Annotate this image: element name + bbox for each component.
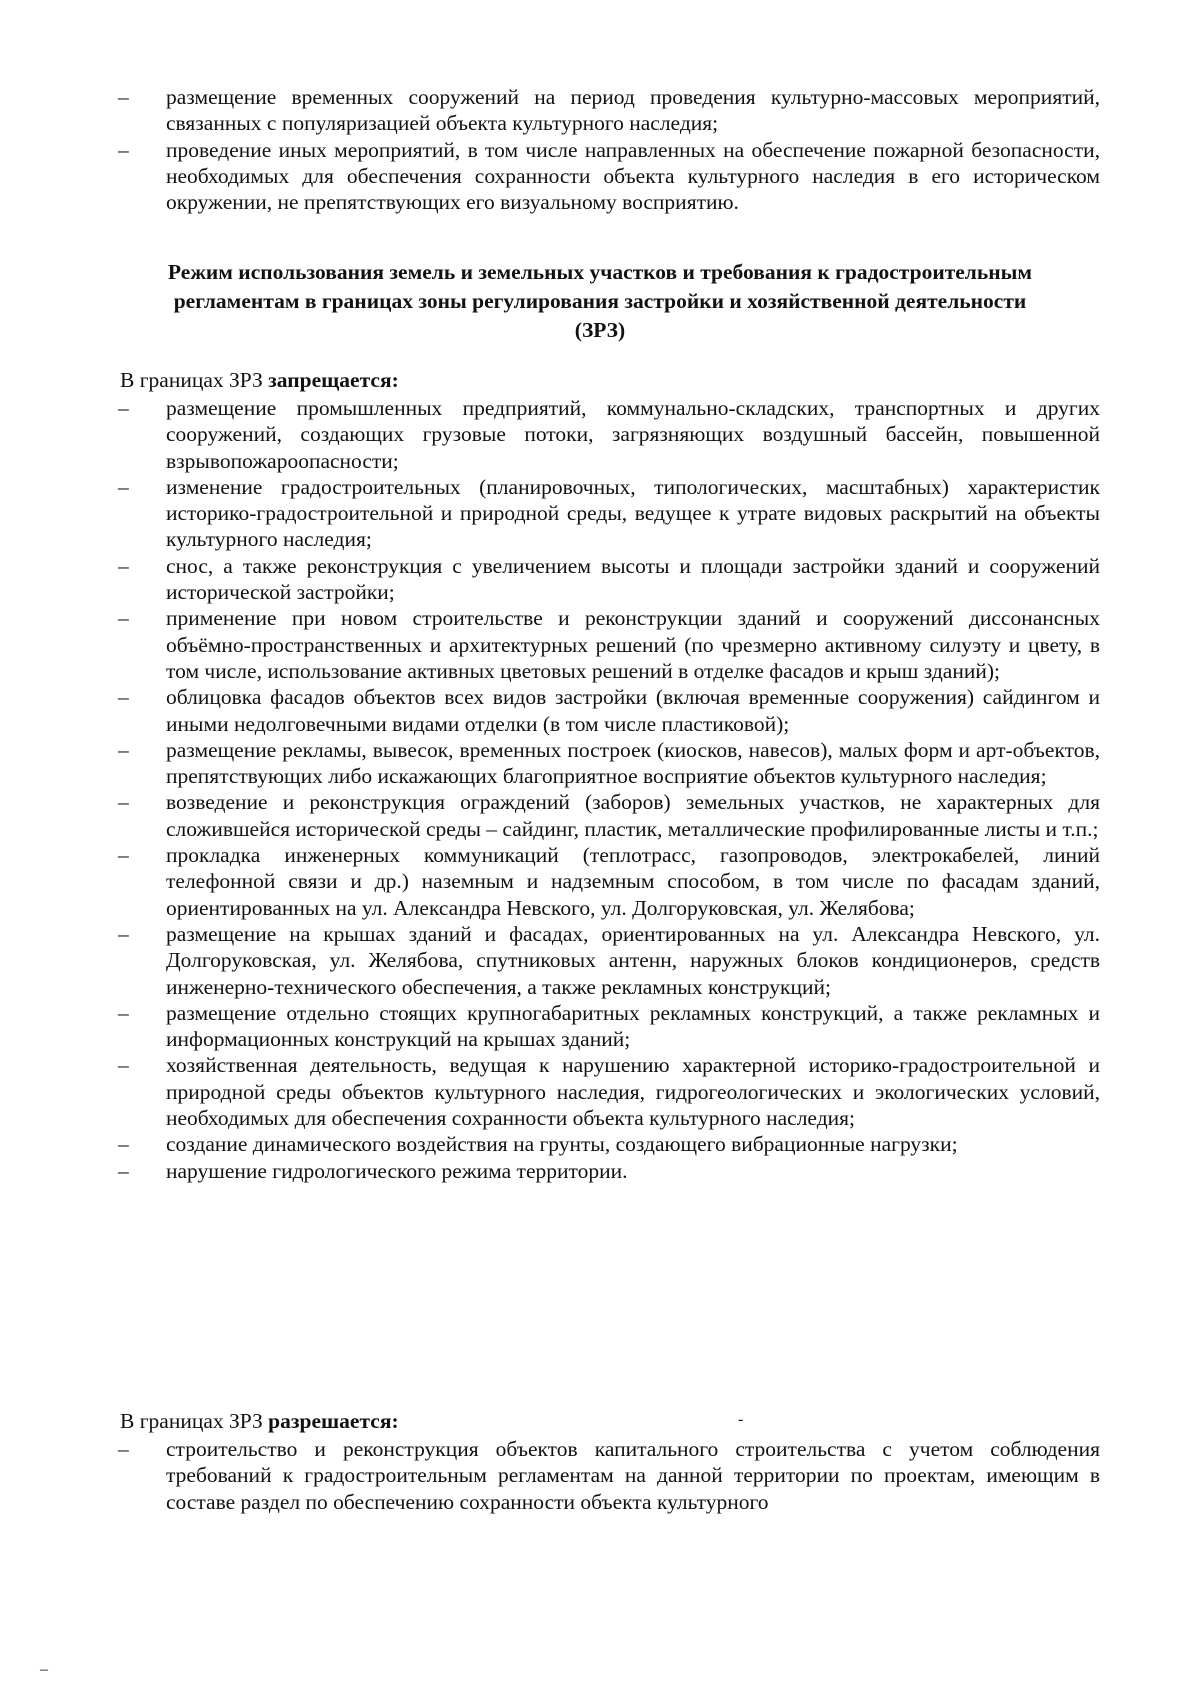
list-item: – размещение промышленных предприятий, коммунально-складских, транспортных и других сооружений, создающих грузовые потоки, загрязняющих воздушный бассейн, повышенной взрывопожароопасности; (0, 395, 1200, 474)
list-item: – размещение на крышах зданий и фасадах, ориентированных на ул. Александра Невского, ул. Долгоруковская, ул. Желябова, спутниковых антенн, наружных блоков кондиционеров, средств инженерно-технического обеспечения, а также рекламных конструкций; (0, 921, 1200, 1000)
top-list (0, 84, 1200, 215)
prohibited-block (0, 367, 1200, 1184)
list-item: – применение при новом строительстве и реконструкции зданий и сооружений диссонансных объёмно-пространственных и архитектурных решений (по чрезмерно активному силуэту и цвету, в том числе, использование активных цветовых решений в отделке фасадов и крыш зданий); (0, 605, 1200, 684)
allowed-lead (0, 1408, 1200, 1434)
section-heading-block (0, 258, 1200, 345)
prohibited-list (0, 395, 1200, 1184)
list-item: – облицовка фасадов объектов всех видов застройки (включая временные сооружения) сайдингом и иными недолговечными видами отделки (в том числе пластиковой); (0, 684, 1200, 737)
list-item: – размещение временных сооружений на период проведения культурно-массовых мероприятий, связанных с популяризацией объекта культурного наследия; (0, 84, 1200, 137)
list-item: – создание динамического воздействия на грунты, создающего вибрационные нагрузки; (0, 1131, 1200, 1157)
allowed-lead-text: В границах ЗРЗ (120, 1409, 269, 1433)
list-item: – строительство и реконструкция объектов капитального строительства с учетом соблюдения требований к градостроительным регламентам на данной территории по проектам, имеющим в составе раздел по обеспечению сохранности объекта культурного (0, 1436, 1200, 1515)
allowed-block (0, 1408, 1200, 1515)
prohibited-lead (0, 367, 1200, 393)
allowed-lead-bold: разрешается: (268, 1409, 399, 1433)
list-item: – хозяйственная деятельность, ведущая к нарушению характерной историко-градостроительной и природной среды объектов культурного наследия, гидрогеологических и экологических условий, необходимых для обеспечения сохранности объекта культурного наследия; (0, 1052, 1200, 1131)
margin-mark: – (40, 1661, 48, 1678)
list-item: – нарушение гидрологического режима территории. (0, 1158, 1200, 1184)
list-item: – проведение иных мероприятий, в том числе направленных на обеспечение пожарной безопасности, необходимых для обеспечения сохранности объекта культурного наследия в его историческом окружении, не препятствующих его визуальному восприятию. (0, 137, 1200, 216)
top-list-block (0, 84, 1200, 215)
list-item: – прокладка инженерных коммуникаций (теплотрасс, газопроводов, электрокабелей, линий телефонной связи и др.) наземным и надземным способом, в том числе по фасадам зданий, ориентированных на ул. Александра Невского, ул. Долгоруковская, ул. Желябова; (0, 842, 1200, 921)
section-title: Режим использования земель и земельных участков и требования к градостроительным регламентам в границах зоны регулирования застройки и хозяйственной деятельности (ЗРЗ) (167, 260, 1033, 342)
list-item: – размещение рекламы, вывесок, временных построек (киосков, навесов), малых форм и арт-объектов, препятствующих либо искажающих благоприятное восприятие объектов культурного наследия; (0, 737, 1200, 790)
prohibited-lead-text: В границах ЗРЗ (120, 368, 269, 392)
stray-mark: - (738, 1411, 744, 1428)
list-item: – размещение отдельно стоящих крупногабаритных рекламных конструкций, а также рекламных и информационных конструкций на крышах зданий; (0, 1000, 1200, 1053)
allowed-list (0, 1436, 1200, 1515)
list-item: – снос, а также реконструкция с увеличением высоты и площади застройки зданий и сооружений исторической застройки; (0, 553, 1200, 606)
list-item: – изменение градостроительных (планировочных, типологических, масштабных) характеристик историко-градостроительной и природной среды, ведущее к утрате видовых раскрытий на объекты культурного наследия; (0, 474, 1200, 553)
list-item: – возведение и реконструкция ограждений (заборов) земельных участков, не характерных для сложившейся исторической среды – сайдинг, пластик, металлические профилированные листы и т.п.; (0, 789, 1200, 842)
prohibited-lead-bold: запрещается: (268, 368, 399, 392)
